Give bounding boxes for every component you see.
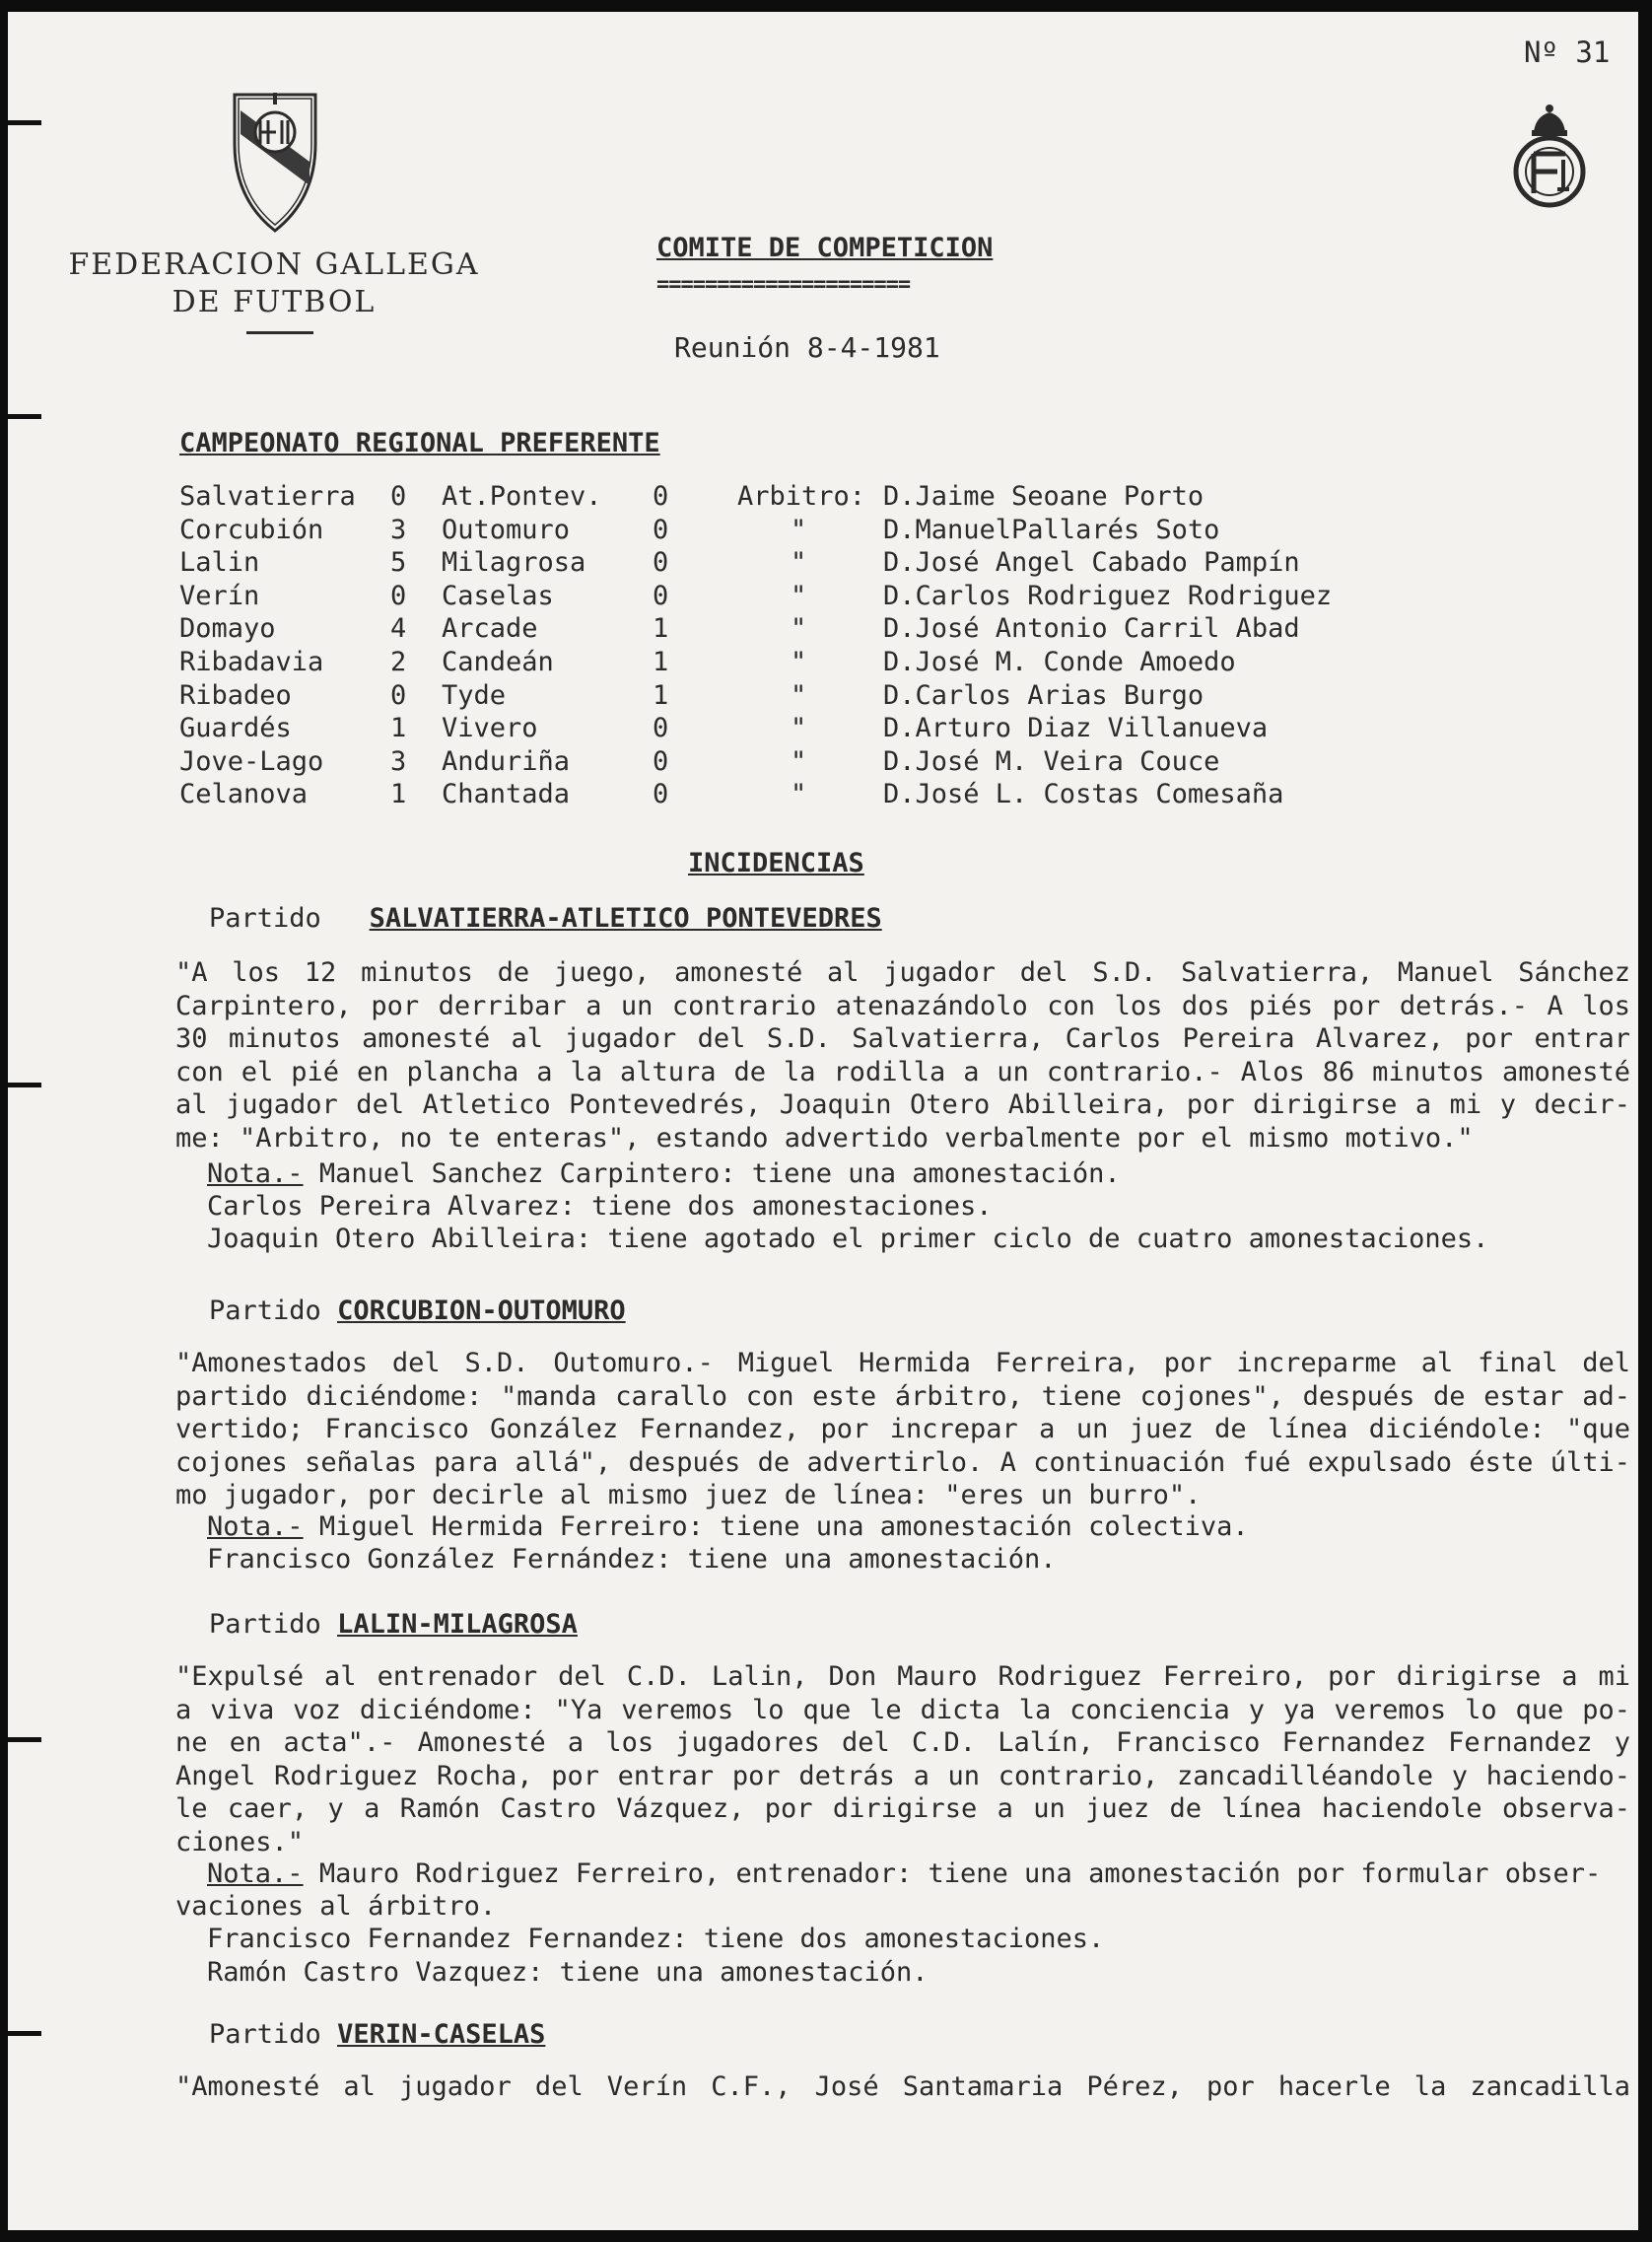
match-title: LALIN-MILAGROSA xyxy=(337,1609,578,1640)
federation-name-line1: FEDERACION GALLEGA xyxy=(68,247,480,282)
referee-name: D.Carlos Arias Burgo xyxy=(883,679,1205,711)
note-line: Joaquin Otero Abilleira: tiene agotado el primer ciclo de cuatro amonestaciones. xyxy=(207,1224,1489,1255)
home-team: Ribadavia xyxy=(179,646,324,677)
report-line: ne en acta".- Amonesté a los jugadores del C.D. Lalín, Francisco Fernandez Fernandez y xyxy=(175,1727,1630,1759)
away-team: Tyde xyxy=(442,679,507,711)
meeting-date: Reunión 8-4-1981 xyxy=(674,331,940,364)
referee-name: D.José M. Veira Couce xyxy=(883,745,1220,777)
referee-name: D.Carlos Rodriguez Rodriguez xyxy=(883,580,1333,611)
match-heading xyxy=(209,1609,578,1640)
report-line: "Amonestados del S.D. Outomuro.- Miguel Hermida Ferreira, por increparme al final del xyxy=(175,1348,1630,1378)
away-team: Chantada xyxy=(442,779,571,810)
document-number: Nº 31 xyxy=(1524,35,1611,69)
home-score: 0 xyxy=(390,580,407,611)
away-score: 0 xyxy=(653,514,669,545)
referee-label: " xyxy=(791,646,807,677)
match-report xyxy=(175,2070,1630,2104)
note-line: Miguel Hermida Ferreiro: tiene una amonestación colectiva. xyxy=(318,1511,1249,1542)
binder-mark xyxy=(8,414,41,419)
referee-label: " xyxy=(791,514,807,545)
home-score: 3 xyxy=(390,745,407,777)
home-team: Verín xyxy=(179,580,260,611)
binder-mark xyxy=(8,1083,41,1087)
divider xyxy=(246,331,313,334)
nota-label: Nota.- xyxy=(207,1511,304,1542)
note-line: Mauro Rodriguez Ferreiro, entrenador: tiene una amonestación por formular obser- xyxy=(318,1858,1602,1889)
title-underline: ===================== xyxy=(656,272,911,297)
report-line: al jugador del Atletico Pontevedrés, Joaquin Otero Abilleira, por dirigirse a mi y decir- xyxy=(175,1089,1630,1121)
home-score: 1 xyxy=(390,713,407,744)
referee-name: D.ManuelPallarés Soto xyxy=(883,514,1220,545)
note-line: Carlos Pereira Alvarez: tiene dos amonestaciones. xyxy=(207,1191,993,1223)
home-team: Ribadeo xyxy=(179,679,292,711)
away-score: 1 xyxy=(653,613,669,645)
match-label: Partido xyxy=(209,903,321,934)
away-team: Vivero xyxy=(442,713,538,744)
championship-title: CAMPEONATO REGIONAL PREFERENTE xyxy=(179,428,660,458)
home-score: 4 xyxy=(390,613,407,645)
home-team: Lalin xyxy=(179,547,260,579)
home-team: Domayo xyxy=(179,613,276,645)
away-score: 0 xyxy=(653,547,669,579)
incidencias-title: INCIDENCIAS xyxy=(688,848,864,878)
away-team: At.Pontev. xyxy=(442,481,602,512)
referee-label: " xyxy=(791,547,807,579)
match-label: Partido xyxy=(209,2019,321,2050)
referee-name: D.José L. Costas Comesaña xyxy=(883,779,1284,810)
report-line: Carpintero, por derribar a un contrario atenazándolo con los dos piés por detrás.- A los xyxy=(175,990,1630,1021)
home-score: 0 xyxy=(390,481,407,512)
federation-shield-icon xyxy=(231,91,319,235)
referee-label: " xyxy=(791,613,807,645)
match-notes xyxy=(207,1510,1249,1576)
referee-name: D.José Antonio Carril Abad xyxy=(883,613,1300,645)
report-line: cojones señalas para allá", después de advertirlo. A continuación fué expulsado éste últi- xyxy=(175,1446,1630,1478)
nota-label: Nota.- xyxy=(207,1858,304,1889)
referee-name: D.José Angel Cabado Pampín xyxy=(883,547,1300,579)
report-line: partido diciéndome: "manda carallo con este árbitro, tiene cojones", después de estar ad- xyxy=(175,1380,1630,1412)
away-team: Anduriña xyxy=(442,745,571,777)
match-report xyxy=(175,1660,1630,1859)
home-score: 2 xyxy=(390,646,407,677)
home-team: Corcubión xyxy=(179,514,324,545)
match-label: Partido xyxy=(209,1609,321,1640)
away-team: Milagrosa xyxy=(442,547,586,579)
document-page xyxy=(8,12,1638,2230)
match-label: Partido xyxy=(209,1296,321,1326)
match-heading xyxy=(209,1296,626,1326)
match-title: SALVATIERRA-ATLETICO PONTEVEDRES xyxy=(369,903,882,934)
home-team: Guardés xyxy=(179,713,292,744)
note-line: Manuel Sanchez Carpintero: tiene una amonestación. xyxy=(318,1158,1121,1189)
report-line: "Amonesté al jugador del Verín C.F., José Santamaria Pérez, por hacerle la zancadilla xyxy=(175,2071,1630,2102)
report-line: 30 minutos amonesté al jugador del S.D. Salvatierra, Carlos Pereira Alvarez, por entrar xyxy=(175,1023,1630,1055)
report-line: Angel Rodriguez Rocha, por entrar por detrás a un contrario, zancadilléandole y haciendo- xyxy=(175,1760,1630,1791)
note-line: Francisco González Fernández: tiene una amonestación. xyxy=(207,1544,1057,1576)
binder-mark xyxy=(8,120,41,125)
report-line: ciones." xyxy=(175,1826,305,1857)
referee-name: D.Jaime Seoane Porto xyxy=(883,481,1205,512)
away-team: Arcade xyxy=(442,613,538,645)
match-heading xyxy=(209,2019,545,2050)
away-score: 1 xyxy=(653,679,669,711)
match-notes xyxy=(175,1857,1602,1989)
binder-mark xyxy=(8,2031,41,2036)
away-team: Candeán xyxy=(442,646,554,677)
federation-name xyxy=(67,246,481,321)
away-score: 0 xyxy=(653,779,669,810)
referee-label: " xyxy=(791,679,807,711)
away-score: 1 xyxy=(653,646,669,677)
home-team: Celanova xyxy=(179,779,309,810)
binder-mark xyxy=(8,1737,41,1742)
report-line: "A los 12 minutos de juego, amonesté al jugador del S.D. Salvatierra, Manuel Sánchez xyxy=(175,957,1630,988)
report-line: vertido; Francisco González Fernandez, por increpar a un juez de línea diciéndole: "que xyxy=(175,1414,1630,1445)
away-team: Outomuro xyxy=(442,514,571,545)
match-heading xyxy=(209,903,882,934)
report-line: "Expulsé al entrenador del C.D. Lalin, Don Mauro Rodriguez Ferreiro, por dirigirse a mi xyxy=(175,1661,1630,1692)
note-line: vaciones al árbitro. xyxy=(175,1891,497,1923)
away-team: Caselas xyxy=(442,580,554,611)
referee-label: Arbitro: xyxy=(737,481,866,512)
referee-label: " xyxy=(791,745,807,777)
referee-label: " xyxy=(791,713,807,744)
match-title: VERIN-CASELAS xyxy=(337,2019,546,2050)
away-score: 0 xyxy=(653,713,669,744)
away-score: 0 xyxy=(653,745,669,777)
note-line: Francisco Fernandez Fernandez: tiene dos amonestaciones. xyxy=(207,1924,1105,1955)
home-score: 0 xyxy=(390,679,407,711)
federation-crest-icon xyxy=(1506,103,1593,213)
match-report xyxy=(175,956,1630,1156)
home-team: Salvatierra xyxy=(179,481,356,512)
match-notes xyxy=(207,1157,1488,1256)
referee-name: D.Arturo Diaz Villanueva xyxy=(883,713,1269,744)
away-score: 0 xyxy=(653,580,669,611)
referee-name: D.José M. Conde Amoedo xyxy=(883,646,1236,677)
match-title: CORCUBION-OUTOMURO xyxy=(337,1296,626,1326)
report-line: mo jugador, por decirle al mismo juez de línea: "eres un burro". xyxy=(175,1480,1202,1511)
report-line: le caer, y a Ramón Castro Vázquez, por dirigirse a un juez de línea haciendole observa- xyxy=(175,1793,1630,1825)
home-score: 3 xyxy=(390,514,407,545)
report-line: me: "Arbitro, no te enteras", estando advertido verbalmente por el mismo motivo." xyxy=(175,1122,1474,1154)
report-line: a viva voz diciéndome: "Ya veremos lo que le dicta la conciencia y ya veremos lo que po- xyxy=(175,1694,1630,1725)
home-team: Jove-Lago xyxy=(179,745,324,777)
federation-name-line2: DE FUTBOL xyxy=(172,285,377,319)
note-line: Ramón Castro Vazquez: tiene una amonestación. xyxy=(207,1956,929,1988)
away-score: 0 xyxy=(653,481,669,512)
home-score: 5 xyxy=(390,547,407,579)
referee-label: " xyxy=(791,779,807,810)
match-report xyxy=(175,1347,1630,1512)
referee-label: " xyxy=(791,580,807,611)
report-line: con el pié en plancha a la altura de la rodilla a un contrario.- Alos 86 minutos amonesté xyxy=(175,1056,1630,1087)
home-score: 1 xyxy=(390,779,407,810)
nota-label: Nota.- xyxy=(207,1158,304,1189)
committee-title: COMITE DE COMPETICION xyxy=(656,233,994,263)
